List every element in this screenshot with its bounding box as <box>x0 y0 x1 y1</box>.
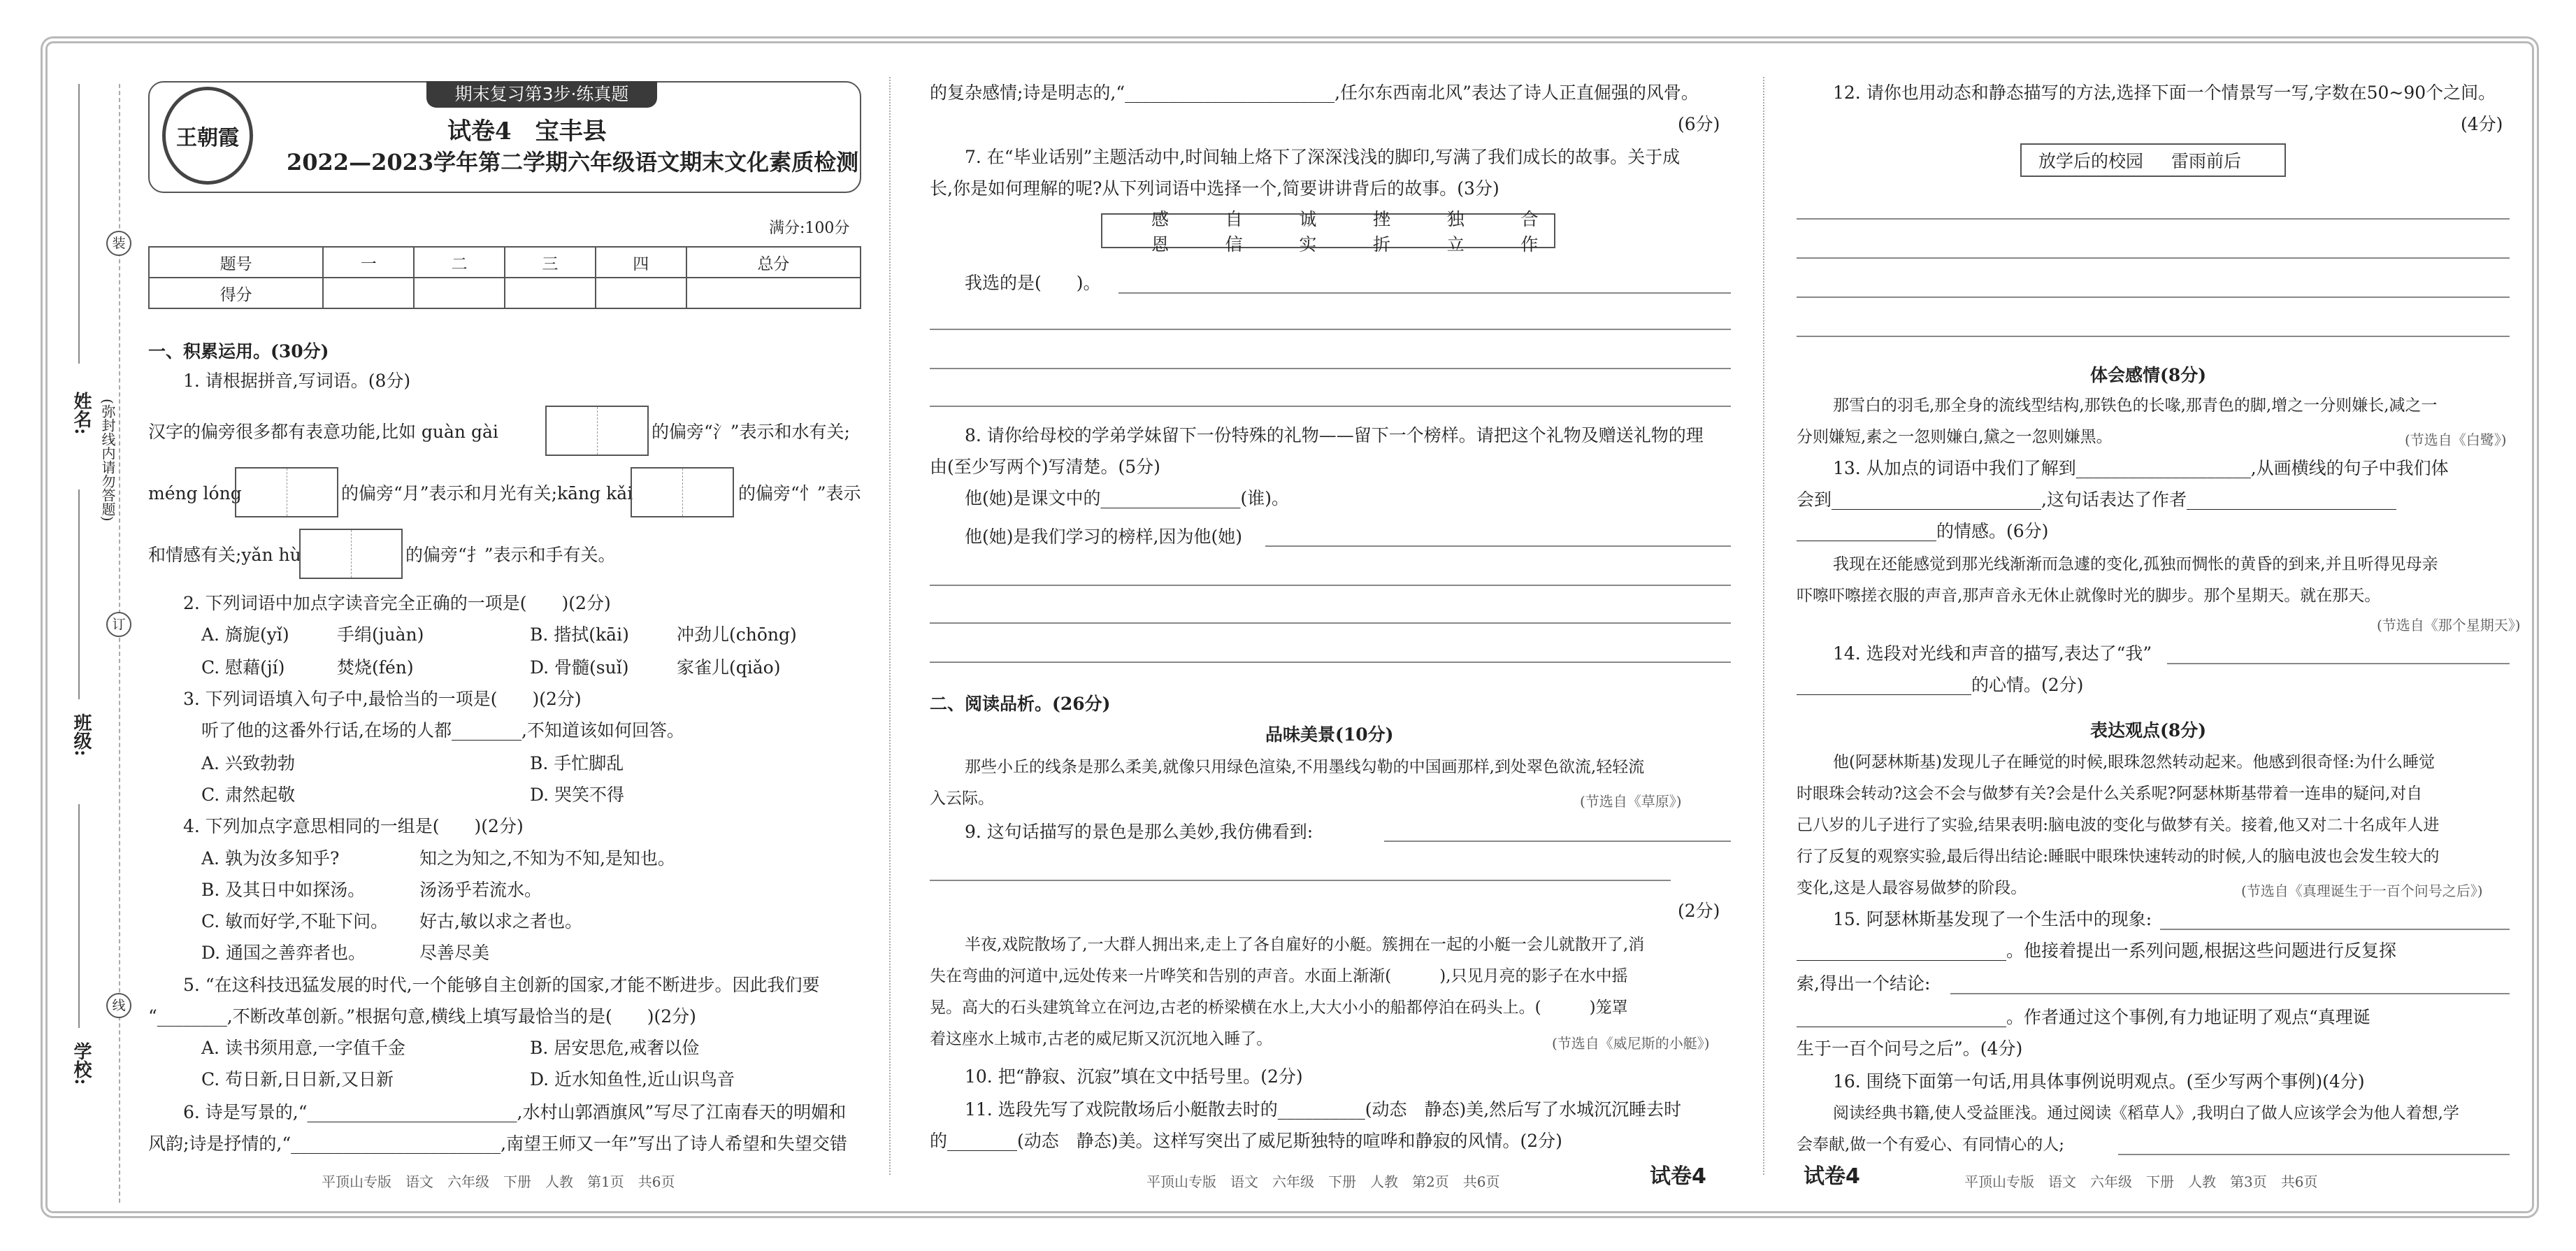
q3-title: 3. 下列词语填入句子中,最恰当的一项是( )(2分) <box>183 689 582 709</box>
name-field[interactable] <box>78 84 80 364</box>
q1-text: 的偏旁“氵”表示和水有关; <box>652 422 850 442</box>
answer-line[interactable] <box>930 368 1731 369</box>
q12-option[interactable]: 雷雨前后 <box>2171 151 2242 171</box>
sub-section-title: 体会感情(8分) <box>2090 365 2207 385</box>
answer-line[interactable] <box>1950 993 2510 994</box>
q4-option: 尽善尽美 <box>419 943 490 963</box>
passage-text: 那些小丘的线条是那么柔美,就像只用绿色渲染,不用墨线勾勒的中国画那样,到处翠色欲流,轻轻流 <box>965 758 1645 776</box>
answer-line[interactable] <box>930 585 1731 586</box>
q7-word-box <box>1101 209 1555 255</box>
passage-text: 他(阿瑟林斯基)发现儿子在睡觉的时候,眼珠忽然转动起来。他感到很奇怪:为什么睡觉 <box>1833 753 2435 771</box>
q5-option[interactable]: C. 苟日新,日日新,又日新 <box>201 1069 394 1089</box>
sub-section-title: 表达观点(8分) <box>2090 720 2207 741</box>
q1-title: 1. 请根据拼音,写词语。(8分) <box>183 371 411 391</box>
passage-text: 半夜,戏院散场了,一大群人拥出来,走上了各自雇好的小艇。簇拥在一起的小艇一会儿就散开了,消 <box>965 936 1645 954</box>
binding-mark: 装 <box>106 231 131 256</box>
q1-text: 的偏旁“月”表示和月光有关;kāng kǎi <box>341 483 633 503</box>
answer-line[interactable] <box>1797 296 2510 298</box>
score-header: 二 <box>414 247 505 278</box>
q4-option[interactable]: C. 敏而好学,不耻下问。 <box>201 911 389 931</box>
q12-score: (4分) <box>2461 114 2503 134</box>
passage-text: 行了反复的观察实验,最后得出结论:睡眠中眼珠快速转动的时候,人的脑电波也会发生较大的 <box>1797 848 2440 866</box>
answer-line[interactable] <box>1384 841 1731 842</box>
q6-text: 6. 诗是写景的,“________________________,水村山郭酒旗风”写尽了江南春天的明媚和 <box>183 1102 847 1122</box>
q12-text: 12. 请你也用动态和静态描写的方法,选择下面一个情景写一写,字数在50~90个之间。 <box>1833 83 2496 103</box>
q3-option[interactable]: D. 哭笑不得 <box>530 785 625 805</box>
score-table <box>148 246 861 309</box>
answer-line[interactable] <box>1797 336 2510 337</box>
passage-text: 入云际。 <box>930 789 994 808</box>
answer-line[interactable] <box>930 662 1731 663</box>
q1-answer-grid[interactable] <box>631 467 734 517</box>
q4-option: 好古,敏以求之者也。 <box>419 911 582 931</box>
passage-text: 己八岁的儿子进行了实验,结果表明:脑电波的变化与做梦有关。接着,他又对二十名成年人进 <box>1797 816 2440 834</box>
q3-option[interactable]: C. 肃然起敬 <box>201 785 296 805</box>
passage-source: (节选自《白鹭》) <box>2405 431 2507 448</box>
passage-text: 着这座水上城市,古老的威尼斯又沉沉地入睡了。 <box>930 1030 1273 1048</box>
school-field[interactable] <box>78 804 80 1028</box>
full-score: 满分:100分 <box>769 220 850 237</box>
q5-text: “________,不断改革创新。”根据句意,横线上填写最恰当的是( )(2分) <box>148 1006 696 1027</box>
q11-text: 的________(动态 静态)美。这样写突出了威尼斯独特的喧哗和静寂的风情。(2分) <box>930 1131 1562 1151</box>
q7-word[interactable]: 独立 <box>1446 209 1465 255</box>
passage-source: (节选自《威尼斯的小艇》) <box>1552 1035 1710 1052</box>
q1-text: 的偏旁“忄”表示 <box>738 483 861 503</box>
q1-text: 的偏旁“扌”表示和手有关。 <box>405 545 616 565</box>
answer-line[interactable] <box>930 622 1731 624</box>
page-footer: 平顶山专版 语文 六年级 下册 人教 第1页 共6页 <box>322 1173 675 1190</box>
q7-word[interactable]: 挫折 <box>1373 209 1391 255</box>
score-cell[interactable] <box>414 278 505 308</box>
q7-word[interactable]: 合作 <box>1520 209 1539 255</box>
q3-sentence: 听了他的这番外行话,在场的人都________,不知道该如何回答。 <box>201 720 684 741</box>
answer-line[interactable] <box>930 880 1671 881</box>
q4-option: 汤汤乎若流水。 <box>419 880 542 900</box>
section-1-title: 一、积累运用。(30分) <box>148 341 329 362</box>
q4-option: 知之为知之,不知为不知,是知也。 <box>419 848 675 868</box>
q4-title: 4. 下列加点字意思相同的一组是( )(2分) <box>183 816 524 836</box>
exam-number-tag: 试卷4 <box>1804 1164 1860 1189</box>
answer-line[interactable] <box>1797 257 2510 259</box>
score-header: 题号 <box>149 247 323 278</box>
score-cell[interactable] <box>323 278 414 308</box>
exam-subtitle: 2022—2023学年第二学期六年级语文期末文化素质检测 <box>287 149 859 176</box>
review-tag: 期末复习第3步·练真题 <box>426 81 657 108</box>
q14-text: 14. 选段对光线和声音的描写,表达了“我” <box>1833 643 2152 664</box>
q9-score: (2分) <box>1678 901 1720 921</box>
q6-score: (6分) <box>1678 114 1720 134</box>
q14-text: ____________________的心情。(2分) <box>1797 675 2084 695</box>
section-2-title: 二、阅读品析。(26分) <box>930 694 1111 714</box>
q12-choice-box <box>2020 143 2286 177</box>
passage-text: 变化,这是人最容易做梦的阶段。 <box>1797 879 2027 897</box>
q13-text: 13. 从加点的词语中我们了解到____________________,从画横线的句子中我们体 <box>1833 458 2449 478</box>
exam-title: 试卷4 宝丰县 <box>447 117 607 145</box>
q3-option[interactable]: A. 兴致勃勃 <box>201 753 295 773</box>
q7-word[interactable]: 自信 <box>1225 209 1243 255</box>
passage-text: 吓嚓吓嚓搓衣服的声音,那声音永无休止就像时光的脚步。那个星期天。就在那天。 <box>1797 587 2381 605</box>
score-header: 总分 <box>686 247 861 278</box>
passage-text: 我现在还能感觉到那光线渐渐而急遽的变化,孤独而惆怅的黄昏的到来,并且听得见母亲 <box>1833 555 2438 573</box>
q2-option: 冲劲儿(chōng) <box>677 624 797 645</box>
passage-source: (节选自《那个星期天》) <box>2377 617 2521 634</box>
class-field[interactable] <box>78 489 80 699</box>
q16-text: 16. 围绕下面第一句话,用具体事例说明观点。(至少写两个事例)(4分) <box>1833 1071 2365 1092</box>
column-divider <box>889 77 891 1175</box>
score-header: 三 <box>505 247 596 278</box>
q2-option[interactable]: B. 揩拭(kāi) <box>530 624 629 645</box>
passage-text: 失在弯曲的河道中,远处传来一片哗笑和告别的声音。水面上渐渐( ),只见月亮的影子在水中摇 <box>930 967 1628 985</box>
answer-line[interactable] <box>2118 1154 2510 1155</box>
answer-line[interactable] <box>1265 545 1731 547</box>
passage-text: 分则嫌短,素之一忽则嫌白,黛之一忽则嫌黑。 <box>1797 428 2113 446</box>
q1-text: méng lóng <box>148 483 242 503</box>
q1-text: 和情感有关;yǎn hù <box>148 545 301 565</box>
sub-section-title: 品味美景(10分) <box>1265 724 1394 745</box>
q9-text: 9. 这句话描写的景色是那么美妙,我仿佛看到: <box>965 822 1314 842</box>
binding-note: (弥封线内请勿答题) <box>99 399 116 522</box>
column-divider <box>1763 77 1764 1175</box>
q2-option: 焚烧(fén) <box>337 657 414 678</box>
q13-text: ________________的情感。(6分) <box>1797 521 2049 541</box>
q5-text: 5. “在这科技迅猛发展的时代,一个能够自主创新的国家,才能不断进步。因此我们要 <box>183 975 820 995</box>
q7-word[interactable]: 感恩 <box>1151 209 1170 255</box>
score-cell[interactable] <box>505 278 596 308</box>
q16-text: 阅读经典书籍,使人受益匪浅。通过阅读《稻草人》,我明白了做人应该学会为他人着想,学 <box>1833 1104 2459 1122</box>
q10-text: 10. 把“静寂、沉寂”填在文中括号里。(2分) <box>965 1066 1303 1087</box>
q6-continued: 的复杂感情;诗是明志的,“________________________,任尔东西南北风”表达了诗人正直倔强的风骨。 <box>930 83 1699 103</box>
passage-source: (节选自《真理诞生于一百个问号之后》) <box>2241 882 2483 899</box>
binding-mark: 订 <box>106 612 131 637</box>
q12-option[interactable]: 放学后的校园 <box>2038 151 2144 171</box>
q4-option[interactable]: B. 及其日中如探汤。 <box>201 880 366 900</box>
q5-option[interactable]: A. 读书须用意,一字值千金 <box>201 1038 405 1058</box>
answer-line[interactable] <box>2160 929 2510 930</box>
q4-option[interactable]: D. 通国之善弈者也。 <box>201 943 366 963</box>
q5-option[interactable]: D. 近水知鱼性,近山识鸟音 <box>530 1069 735 1089</box>
q6-text: 风韵;诗是抒情的,“________________________,南望王师又一年”写出了诗人希望和失望交错 <box>148 1134 847 1154</box>
q2-option[interactable]: C. 慰藉(jí) <box>201 657 285 678</box>
passage-text: 晃。高大的石头建筑耸立在河边,古老的桥梁横在水上,大大小小的船都停泊在码头上。( )笼罩 <box>930 999 1628 1017</box>
q7-word[interactable]: 诚实 <box>1299 209 1317 255</box>
score-row-label: 得分 <box>149 278 323 308</box>
answer-line[interactable] <box>930 329 1731 330</box>
q11-text: 11. 选段先写了戏院散场后小艇散去时的__________(动态 静态)美,然后写了水城沉沉睡去时 <box>965 1099 1682 1120</box>
class-label: 班级: <box>71 713 92 757</box>
passage-text: 时眼珠会转动?这会不会与做梦有关?会是什么关系呢?阿瑟林斯基带着一连串的疑问,对自 <box>1797 785 2423 803</box>
passage-source: (节选自《草原》) <box>1580 793 1682 810</box>
q15-text: 生于一百个问号之后”。(4分) <box>1797 1038 2023 1059</box>
answer-line[interactable] <box>1797 218 2510 220</box>
score-cell[interactable] <box>686 278 861 308</box>
q3-option[interactable]: B. 手忙脚乱 <box>530 753 624 773</box>
q16-text: 会奉献,做一个有爱心、有同情心的人; <box>1797 1136 2065 1154</box>
exam-number-tag: 试卷4 <box>1650 1164 1706 1189</box>
q7-text: 7. 在“毕业话别”主题活动中,时间轴上烙下了深深浅浅的脚印,写满了我们成长的故事。关于成 <box>965 147 1681 167</box>
q15-text: ________________________。他接着提出一系列问题,根据这些问题进行反复探 <box>1797 941 2396 961</box>
q8-text: 8. 请你给母校的学弟学妹留下一份特殊的礼物——留下一个榜样。请把这个礼物及赠送礼物的理 <box>965 425 1704 445</box>
name-label: 姓名: <box>71 392 92 435</box>
q5-option[interactable]: B. 居安思危,戒奢以俭 <box>530 1038 700 1058</box>
q2-option[interactable]: A. 旖旎(yǐ) <box>201 624 289 645</box>
q15-text: 索,得出一个结论: <box>1797 973 1931 994</box>
answer-line[interactable] <box>1118 292 1731 294</box>
q4-option[interactable]: A. 孰为汝多知乎? <box>201 848 340 868</box>
q1-answer-grid[interactable] <box>299 529 403 579</box>
q8-text: 他(她)是我们学习的榜样,因为他(她) <box>965 527 1242 547</box>
score-header: 一 <box>323 247 414 278</box>
score-cell[interactable] <box>596 278 686 308</box>
q1-answer-grid[interactable] <box>235 467 338 517</box>
q2-option[interactable]: D. 骨髓(suǐ) <box>530 657 629 678</box>
binding-mark: 线 <box>106 993 131 1018</box>
q1-text: 汉字的偏旁很多都有表意功能,比如 guàn gài <box>148 422 498 442</box>
q1-answer-grid[interactable] <box>545 406 649 456</box>
q2-option: 手绢(juàn) <box>337 624 424 645</box>
q2-option: 家雀儿(qiǎo) <box>677 657 781 678</box>
q2-title: 2. 下列词语中加点字读音完全正确的一项是( )(2分) <box>183 593 611 613</box>
page-footer: 平顶山专版 语文 六年级 下册 人教 第3页 共6页 <box>1964 1173 2318 1190</box>
page-footer: 平顶山专版 语文 六年级 下册 人教 第2页 共6页 <box>1146 1173 1500 1190</box>
q7-choice: 我选的是( )。 <box>965 273 1101 293</box>
q15-text: 15. 阿瑟林斯基发现了一个生活中的现象: <box>1833 909 2152 929</box>
score-header: 四 <box>596 247 686 278</box>
logo: 王朝霞 <box>162 87 253 185</box>
q15-text: ________________________。作者通过这个事例,有力地证明了观点“真理诞 <box>1797 1007 2370 1027</box>
answer-line[interactable] <box>930 406 1731 407</box>
q8-text: 他(她)是课文中的________________(谁)。 <box>965 488 1290 508</box>
answer-line[interactable] <box>2167 663 2510 664</box>
q8-text: 由(至少写两个)写清楚。(5分) <box>930 457 1160 477</box>
q7-text: 长,你是如何理解的呢?从下列词语中选择一个,简要讲讲背后的故事。(3分) <box>930 178 1499 199</box>
q13-text: 会到________________________,这句话表达了作者________________________ <box>1797 489 2396 510</box>
passage-text: 那雪白的羽毛,那全身的流线型结构,那铁色的长喙,那青色的脚,增之一分则嫌长,减之一 <box>1833 396 2438 415</box>
school-label: 学校: <box>71 1042 92 1085</box>
